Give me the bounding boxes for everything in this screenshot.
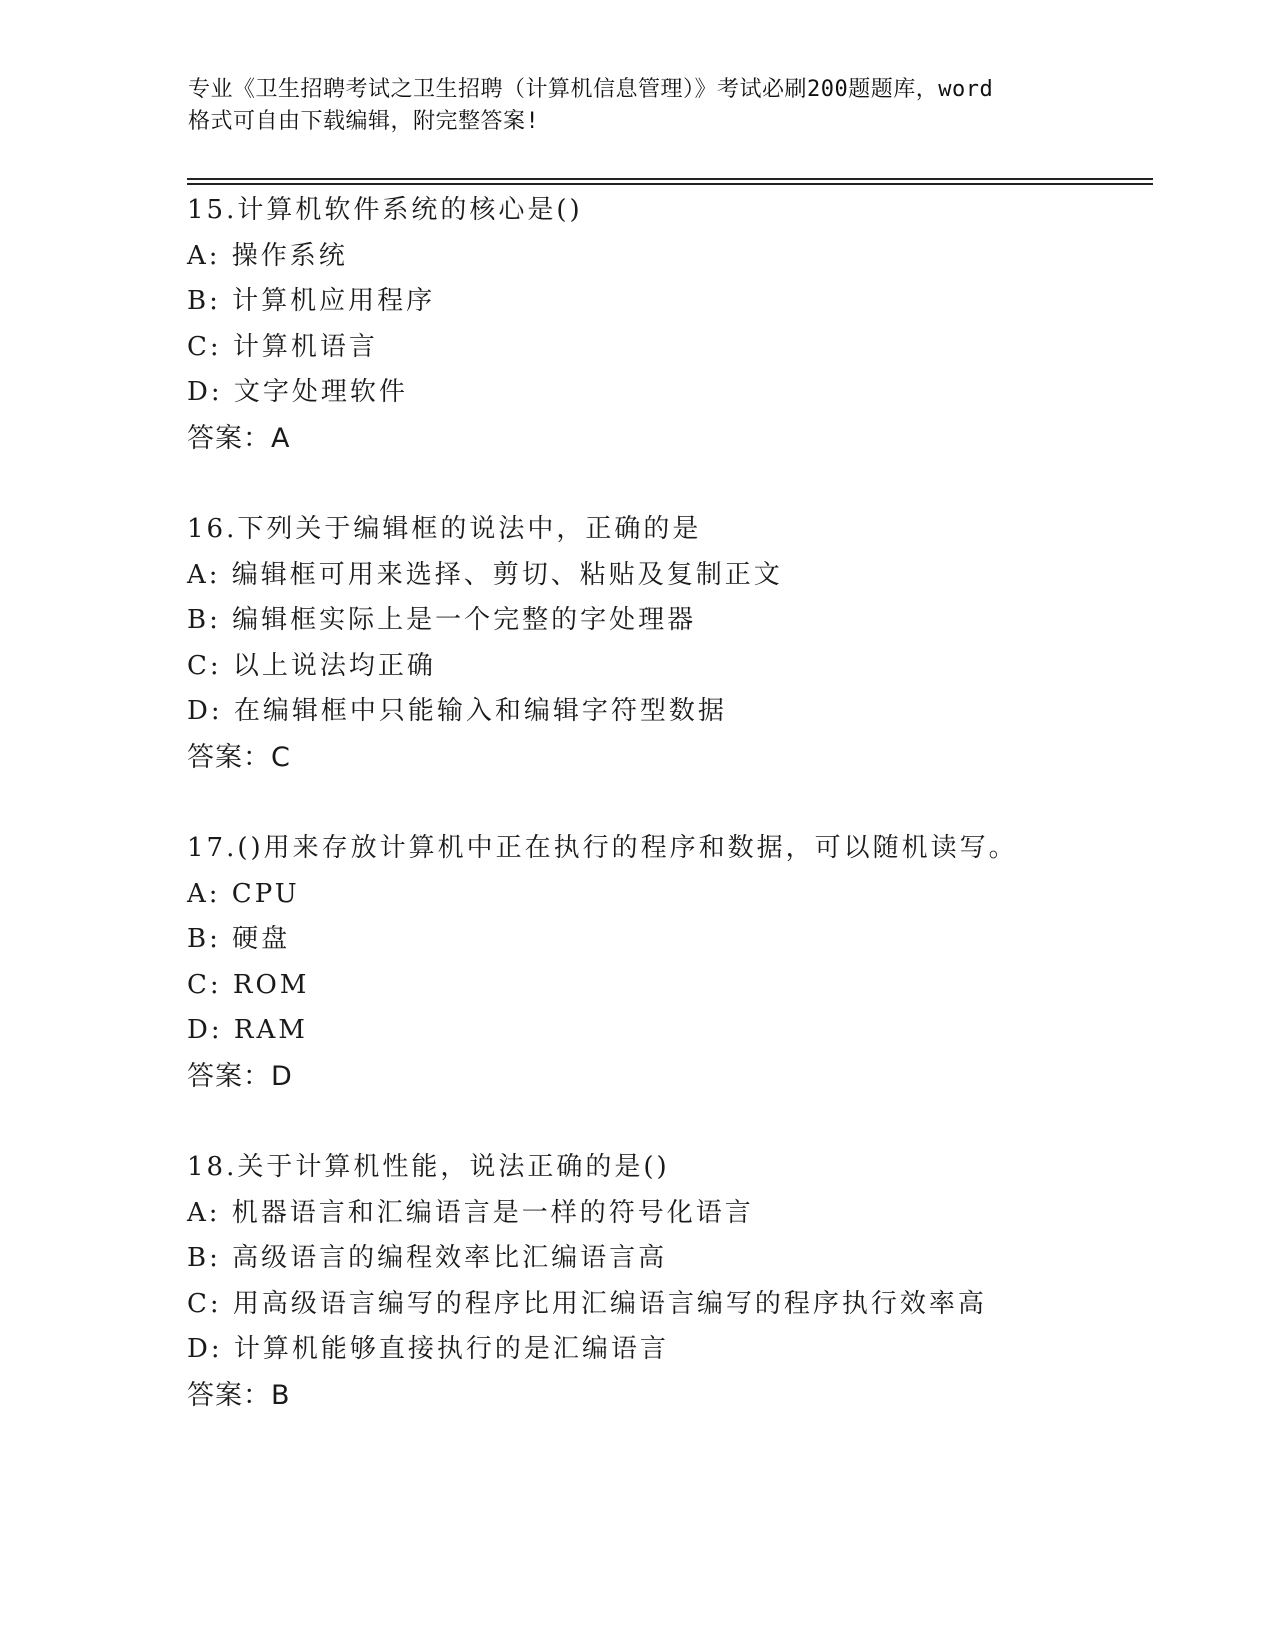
answer-line: 答案：B [187,1379,291,1411]
answer-line: 答案：D [187,1060,293,1092]
question-16 [187,507,1187,780]
question-stem: 15.计算机软件系统的核心是() [187,195,583,225]
option-c: C: 用高级语言编写的程序比用汇编语言编写的程序执行效率高 [187,1288,987,1319]
question-15 [187,188,1187,461]
option-b: B: 高级语言的编程效率比汇编语言高 [187,1243,668,1273]
question-18 [187,1145,1187,1418]
option-d: D: 计算机能够直接执行的是汇编语言 [187,1334,669,1364]
option-b: B: 硬盘 [187,924,291,954]
answer-line: 答案：A [187,422,291,454]
option-a: A: 机器语言和汇编语言是一样的符号化语言 [187,1197,754,1228]
option-c: C: ROM [187,969,310,1000]
question-17 [187,826,1187,1099]
option-a: A: CPU [187,878,300,909]
answer-line: 答案：C [187,741,291,773]
question-stem: 17.()用来存放计算机中正在执行的程序和数据，可以随机读写。 [187,833,1018,863]
option-b: B: 计算机应用程序 [187,286,436,316]
header-divider-bottom [187,183,1153,185]
option-d: D: 在编辑框中只能输入和编辑字符型数据 [187,696,727,726]
option-a: A: 编辑框可用来选择、剪切、粘贴及复制正文 [187,559,783,590]
question-stem: 18.关于计算机性能，说法正确的是() [187,1152,670,1182]
option-b: B: 编辑框实际上是一个完整的字处理器 [187,605,697,635]
option-a: A: 操作系统 [187,240,348,271]
question-stem: 16.下列关于编辑框的说法中，正确的是 [187,514,702,544]
option-d: D: 文字处理软件 [187,377,408,407]
header-line-1: 专业《卫生招聘考试之卫生招聘（计算机信息管理）》考试必刷200题题库，word [188,77,994,102]
header-line-2: 格式可自由下载编辑，附完整答案! [188,109,540,134]
document-header [188,74,1088,138]
header-divider-top [187,178,1153,180]
option-c: C: 以上说法均正确 [187,650,436,681]
option-d: D: RAM [187,1015,308,1045]
option-c: C: 计算机语言 [187,331,378,362]
